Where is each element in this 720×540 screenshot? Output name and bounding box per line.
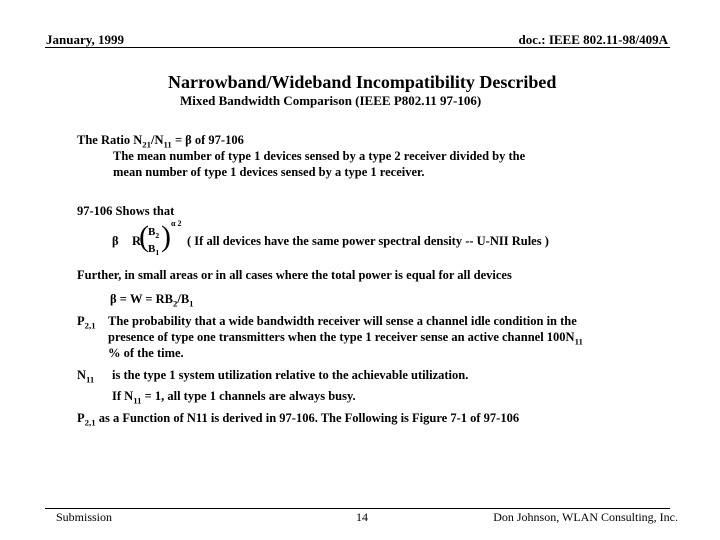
footer-rule xyxy=(45,508,670,509)
formula-numerator: $B_2$ xyxy=(148,226,160,241)
footer-page-number: 14 xyxy=(356,510,368,524)
header-rule xyxy=(45,47,670,48)
further-text: Further, in small areas or in all cases where the total power is equal for all devices xyxy=(77,268,512,282)
formula-denominator: $B_1$ xyxy=(148,243,160,258)
formula-left-paren: ( xyxy=(139,220,149,253)
footer-submission: Submission xyxy=(56,510,113,524)
p21-line-1: The probability that a wide bandwidth receiver will sense a channel idle condition in the xyxy=(108,314,577,328)
formula-right-paren: ) xyxy=(161,220,171,253)
p21-line-3: % of the time. xyxy=(108,346,184,360)
equation: $\beta = W = RB_2/B_1$ xyxy=(110,292,194,309)
formula-note: ( If all devices have the same power spectral density -- U-NII Rules ) xyxy=(187,234,549,248)
n11-line-2: If $N_{11} = 1$, all type 1 channels are always busy. xyxy=(112,389,356,406)
slide-subtitle: Mixed Bandwidth Comparison (IEEE P802.11 97-106) xyxy=(180,93,482,108)
formula-exponent: α 2 xyxy=(171,219,182,228)
n11-line-1: is the type 1 system utilization relative to the achievable utilization. xyxy=(112,368,469,382)
ratio-line-1: The mean number of type 1 devices sensed by a type 2 receiver divided by the xyxy=(113,149,526,163)
slide-title: Narrowband/Wideband Incompatibility Described xyxy=(168,72,557,92)
p21-label: $P_{2,1}$ xyxy=(77,314,96,331)
formula-beta: β xyxy=(112,234,119,248)
header-doc-id: doc.: IEEE 802.11-98/409A xyxy=(518,32,668,47)
shows-heading: 97-106 Shows that xyxy=(77,204,175,218)
p21-function-text: $P_{2,1}$ as a Function of N11 is derived in 97-106. The Following is Figure 7-1 of 97-106 xyxy=(77,411,520,428)
p21-line-2: presence of type one transmitters when the type 1 receiver sense an active channel $100N_{11}$ xyxy=(108,330,583,347)
formula-r: R xyxy=(132,234,142,248)
footer-author: Don Johnson, WLAN Consulting, Inc. xyxy=(493,510,678,524)
n11-label: $N_{11}$ xyxy=(77,368,95,385)
header-date: January, 1999 xyxy=(46,32,125,47)
ratio-heading: The Ratio $N_{21}/N_{11} = \beta$ of 97-106 xyxy=(77,133,244,150)
ratio-line-2: mean number of type 1 devices sensed by a type 1 receiver. xyxy=(113,165,425,179)
